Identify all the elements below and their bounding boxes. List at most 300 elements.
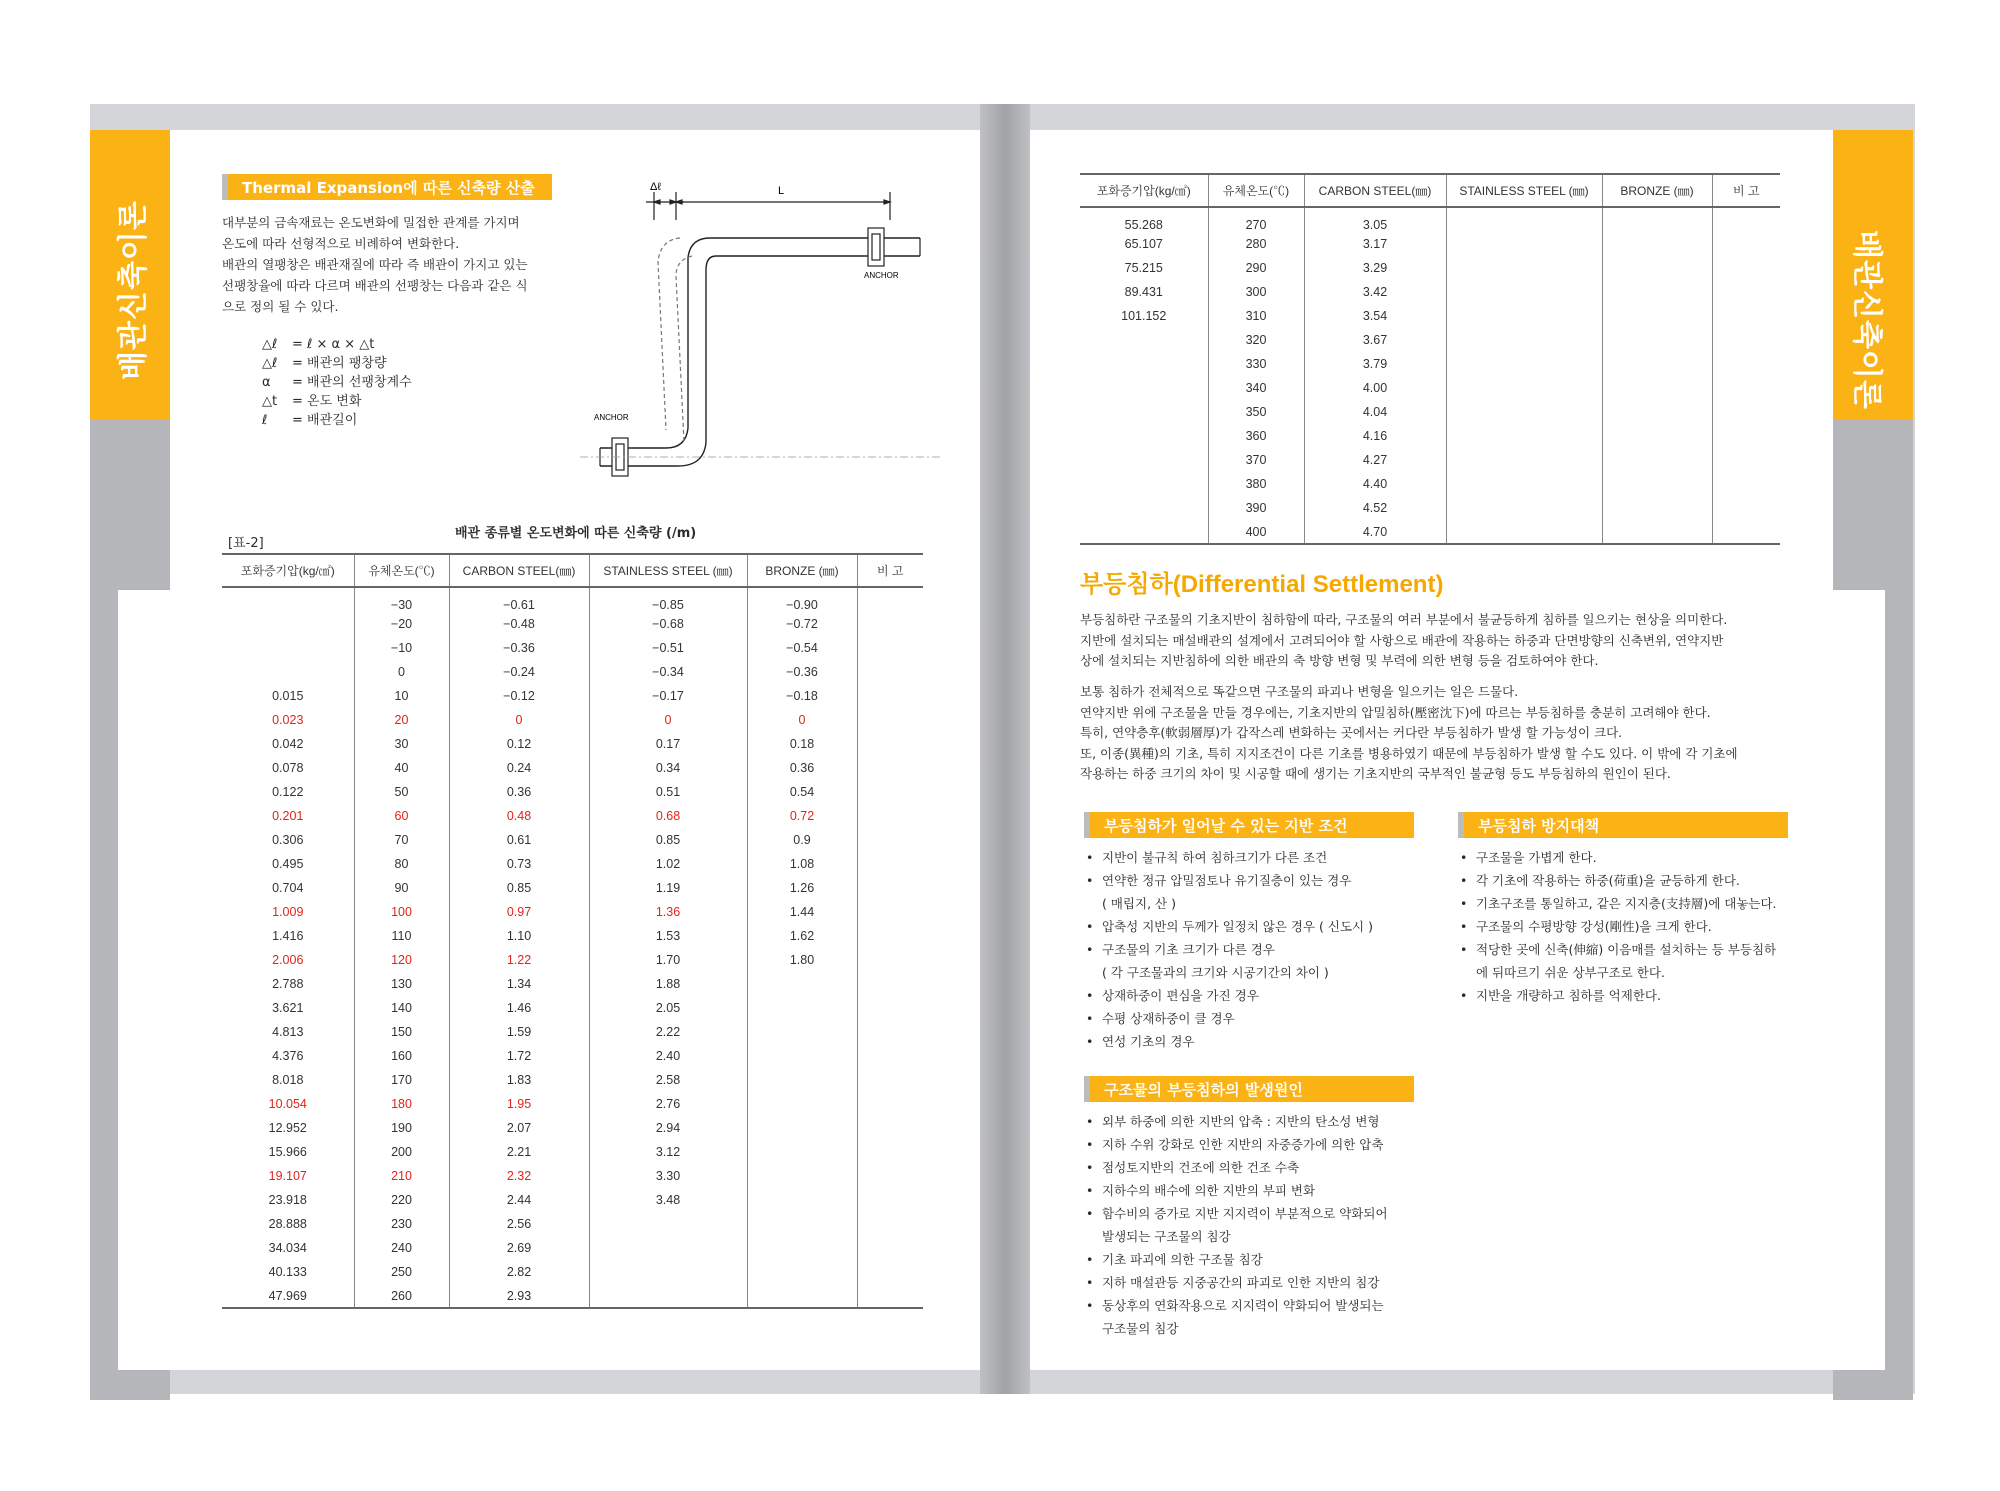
table-cell: [747, 1260, 857, 1284]
table-cell: 10: [354, 684, 449, 708]
table-cell: 2.05: [589, 996, 747, 1020]
table-cell: 101.152: [1121, 309, 1167, 323]
table-cell: −0.24: [449, 660, 589, 684]
table-cell: [1446, 376, 1602, 400]
table-cell: [1080, 520, 1208, 544]
table-cell: 0.36: [747, 756, 857, 780]
table-header: CARBON STEEL(㎜): [449, 554, 589, 587]
table-cell: 4.376: [272, 1049, 304, 1063]
table-cell: 0.015: [272, 689, 304, 703]
table-cell: [222, 660, 354, 684]
causes-title: 구조물의 부등침하의 발생원인: [1084, 1076, 1414, 1102]
table-cell: 1.19: [589, 876, 747, 900]
table-cell: 1.46: [449, 996, 589, 1020]
table-cell: [1080, 352, 1208, 376]
formula-block: [262, 335, 412, 430]
table-cell: −30: [354, 587, 449, 612]
table-row: [1080, 520, 1780, 544]
table-cell: 3.30: [589, 1164, 747, 1188]
delta-l-label: Δℓ: [650, 181, 661, 193]
table-cell: 1.36: [589, 900, 747, 924]
table-row: [222, 684, 923, 708]
table-cell: 150: [354, 1020, 449, 1044]
para-line: 특히, 연약층후(軟弱層厚)가 갑작스레 변화하는 곳에서는 커다란 부등침하가 발생 할 가능성이 크다.: [1080, 725, 1623, 740]
table-cell: 2.21: [449, 1140, 589, 1164]
intro-line: 온도에 따라 선형적으로 비례하여 변화한다.: [222, 236, 460, 251]
table-cell: [1712, 280, 1780, 304]
table-cell: [1712, 448, 1780, 472]
formula-symbol: △t: [262, 394, 278, 409]
table-cell: −0.48: [449, 612, 589, 636]
table-cell: [1080, 472, 1208, 496]
table-header: 비 고: [857, 554, 923, 587]
list-item: • 지하 수위 강화로 인한 지반의 자중증가에 의한 압축: [1084, 1133, 1424, 1156]
table-cell: −0.17: [589, 684, 747, 708]
table-cell: 120: [354, 948, 449, 972]
table-row: [222, 1140, 923, 1164]
table-row: [222, 876, 923, 900]
table-row: [222, 1020, 923, 1044]
table-cell: [222, 587, 354, 612]
table-cell: 2.07: [449, 1116, 589, 1140]
table-row: [1080, 496, 1780, 520]
list-item: • 연성 기초의 경우: [1084, 1030, 1424, 1053]
table-cell: 4.04: [1304, 400, 1446, 424]
table-cell: −0.18: [747, 684, 857, 708]
table-cell: [1446, 352, 1602, 376]
table-cell: [1602, 448, 1712, 472]
table-cell: 80: [354, 852, 449, 876]
table-cell: 250: [354, 1260, 449, 1284]
table-cell: 0.85: [589, 828, 747, 852]
list-item: • 각 기초에 작용하는 하중(荷重)을 균등하게 한다.: [1458, 869, 1798, 892]
table-cell: 2.93: [449, 1284, 589, 1308]
table-title: 배관 종류별 온도변화에 따른 신축량 (/m): [455, 526, 697, 541]
formula-text: = 온도 변화: [292, 394, 362, 409]
table-cell: 2.69: [449, 1236, 589, 1260]
table-cell: 110: [354, 924, 449, 948]
table-cell: 1.53: [589, 924, 747, 948]
table-cell: 0.24: [449, 756, 589, 780]
list-item: • 기초구조를 통일하고, 같은 지지층(支持層)에 대놓는다.: [1458, 892, 1798, 915]
table-cell: [1602, 232, 1712, 256]
table-cell: 28.888: [268, 1217, 307, 1231]
list-item: • 외부 하중에 의한 지반의 압축 : 지반의 탄소성 변형: [1084, 1110, 1424, 1133]
table-cell: [1712, 496, 1780, 520]
table-row: [222, 1212, 923, 1236]
table-cell: [747, 1116, 857, 1140]
table-cell: 3.67: [1304, 328, 1446, 352]
list-item: • 구조물의 기초 크기가 다른 경우 ( 각 구조물과의 크기와 시공기간의 차이 ): [1084, 938, 1424, 984]
expansion-table-right: [1080, 173, 1780, 545]
table-row: [1080, 207, 1780, 232]
table-row: [222, 612, 923, 636]
expansion-table-left: [222, 553, 923, 1309]
table-cell: [857, 1116, 923, 1140]
settlement-para-2: [1080, 682, 1800, 785]
table-cell: [857, 636, 923, 660]
anchor-label-bottom: ANCHOR: [594, 413, 629, 422]
formula-symbol: △ℓ: [262, 356, 278, 371]
table-cell: 130: [354, 972, 449, 996]
table-cell: 0.18: [747, 732, 857, 756]
table-cell: 0.306: [272, 833, 304, 847]
table-cell: 47.969: [222, 1284, 354, 1308]
table-row: [222, 996, 923, 1020]
table-cell: 12.952: [268, 1121, 307, 1135]
table-cell: [1602, 424, 1712, 448]
table-cell: [1080, 328, 1208, 352]
table-cell: 1.22: [449, 948, 589, 972]
table-cell: [1080, 400, 1208, 424]
intro-line: 대부분의 금속재료는 온도변화에 밀접한 관계를 가지며: [222, 215, 520, 230]
table-cell: [1446, 304, 1602, 328]
table-cell: −0.54: [747, 636, 857, 660]
table-row: [1080, 328, 1780, 352]
table-cell: 15.966: [268, 1145, 307, 1159]
table-cell: 140: [354, 996, 449, 1020]
table-cell: [857, 828, 923, 852]
pipe-expansion-diagram: [580, 180, 940, 480]
table-cell: 4.00: [1304, 376, 1446, 400]
table-row: [222, 636, 923, 660]
table-cell: 8.018: [272, 1073, 304, 1087]
table-cell: [1446, 328, 1602, 352]
list-item: • 구조물의 수평방향 강성(剛性)을 크게 한다.: [1458, 915, 1798, 938]
table-cell: [747, 1188, 857, 1212]
table-cell: 260: [354, 1284, 449, 1308]
table-cell: 0.201: [272, 809, 304, 823]
formula-text: = ℓ × α × △t: [292, 337, 375, 352]
table-cell: 290: [1208, 256, 1304, 280]
formula-text: = 배관의 선팽창계수: [292, 375, 412, 390]
table-cell: [857, 1284, 923, 1308]
table-cell: 4.70: [1304, 520, 1446, 544]
right-tab-gray-fill: [1833, 420, 1885, 590]
prevention-list: [1458, 846, 1798, 1007]
ground-conditions-list: [1084, 846, 1424, 1053]
table-cell: [1446, 232, 1602, 256]
table-row: [222, 732, 923, 756]
left-tab-gray-fill: [118, 420, 170, 590]
table-cell: [1712, 424, 1780, 448]
table-cell: 1.83: [449, 1068, 589, 1092]
table-cell: [1712, 207, 1780, 232]
table-row: [1080, 472, 1780, 496]
table-cell: [1712, 328, 1780, 352]
list-item: • 구조물을 가볍게 한다.: [1458, 846, 1798, 869]
right-side-title: 배관신축이론: [1849, 230, 1884, 410]
table-cell: 0.704: [272, 881, 304, 895]
table-cell: [857, 1044, 923, 1068]
table-cell: 89.431: [1124, 285, 1163, 299]
table-cell: [747, 1236, 857, 1260]
table-cell: 2.44: [449, 1188, 589, 1212]
table-label: [표-2]: [228, 536, 264, 551]
table-header: 비 고: [1712, 174, 1780, 207]
table-cell: [1080, 424, 1208, 448]
table-cell: [1712, 352, 1780, 376]
table-cell: 0: [747, 708, 857, 732]
table-cell: −0.85: [589, 587, 747, 612]
table-cell: 0.495: [272, 857, 304, 871]
table-cell: 1.26: [747, 876, 857, 900]
table-cell: 180: [354, 1092, 449, 1116]
list-item: • 지반이 불규칙 하여 침하크기가 다른 조건: [1084, 846, 1424, 869]
table-header: BRONZE (㎜): [747, 554, 857, 587]
table-cell: [857, 1164, 923, 1188]
left-tab-top: [90, 104, 170, 130]
table-cell: 0: [354, 660, 449, 684]
list-item: • 기초 파괴에 의한 구조물 침강: [1084, 1248, 1424, 1271]
table-cell: −0.72: [747, 612, 857, 636]
table-cell: 360: [1208, 424, 1304, 448]
table-cell: [857, 948, 923, 972]
table-cell: [1712, 472, 1780, 496]
table-cell: 1.80: [747, 948, 857, 972]
formula-symbol: △ℓ: [262, 337, 278, 352]
table-cell: [1712, 400, 1780, 424]
table-row: [1080, 304, 1780, 328]
table-header: CARBON STEEL(㎜): [1304, 174, 1446, 207]
table-cell: 3.42: [1304, 280, 1446, 304]
table-cell: −0.68: [589, 612, 747, 636]
table-row: [222, 756, 923, 780]
table-cell: 4.16: [1304, 424, 1446, 448]
table-cell: [1446, 424, 1602, 448]
thermal-section-title: Thermal Expansion에 따른 신축량 산출: [222, 174, 552, 200]
table-cell: 270: [1208, 207, 1304, 232]
table-cell: [1712, 256, 1780, 280]
prevention-title: 부등침하 방지대책: [1458, 812, 1788, 838]
table-header: STAINLESS STEEL (㎜): [589, 554, 747, 587]
table-cell: 210: [354, 1164, 449, 1188]
table-cell: [1602, 280, 1712, 304]
table-cell: [857, 708, 923, 732]
table-row: [222, 660, 923, 684]
table-cell: [1712, 232, 1780, 256]
table-cell: 320: [1208, 328, 1304, 352]
table-row: [222, 852, 923, 876]
table-cell: [747, 996, 857, 1020]
table-cell: −0.61: [449, 587, 589, 612]
table-cell: [747, 1212, 857, 1236]
table-cell: 40: [354, 756, 449, 780]
table-cell: [857, 900, 923, 924]
table-cell: [1446, 207, 1602, 232]
table-cell: 4.40: [1304, 472, 1446, 496]
table-cell: 100: [354, 900, 449, 924]
table-row: [222, 587, 923, 612]
table-cell: 1.95: [449, 1092, 589, 1116]
table-row: [222, 1044, 923, 1068]
table-cell: [747, 1092, 857, 1116]
table-cell: [747, 1044, 857, 1068]
table-cell: 90: [354, 876, 449, 900]
list-item: • 함수비의 증가로 지반 지지력이 부분적으로 약화되어 발생되는 구조물의 침강: [1084, 1202, 1424, 1248]
table-row: [222, 1116, 923, 1140]
table-cell: [747, 1068, 857, 1092]
table-cell: 170: [354, 1068, 449, 1092]
table-cell: 20: [354, 708, 449, 732]
table-row: [1080, 400, 1780, 424]
table-row: [222, 924, 923, 948]
table-cell: −10: [354, 636, 449, 660]
table-cell: 2.788: [272, 977, 304, 991]
table-cell: [1602, 256, 1712, 280]
table-cell: [1446, 520, 1602, 544]
table-cell: 0.48: [449, 804, 589, 828]
table-header: 포화증기압(kg/㎠): [1080, 174, 1208, 207]
table-cell: [857, 852, 923, 876]
table-cell: 19.107: [268, 1169, 307, 1183]
para-line: 또, 이종(異種)의 기초, 특히 지지조건이 다른 기초를 병용하였기 때문에 부등침하가 발생 할 수도 있다. 이 밖에 각 기초에: [1080, 745, 1738, 761]
list-item: • 점성토지반의 건조에 의한 건조 수축: [1084, 1156, 1424, 1179]
table-cell: [857, 684, 923, 708]
table-cell: 3.621: [272, 1001, 304, 1015]
table-cell: 0.122: [272, 785, 304, 799]
table-row: [222, 1284, 923, 1308]
table-cell: 1.009: [272, 905, 304, 919]
table-cell: 0: [449, 708, 589, 732]
table-cell: [589, 1212, 747, 1236]
table-cell: 0.042: [272, 737, 304, 751]
formula-text: = 배관의 팽창량: [292, 356, 387, 371]
table-row: [222, 804, 923, 828]
table-cell: [857, 780, 923, 804]
left-side-title: 배관신축이론: [116, 200, 151, 380]
table-cell: 390: [1208, 496, 1304, 520]
table-cell: 380: [1208, 472, 1304, 496]
table-cell: −0.12: [449, 684, 589, 708]
table-cell: 3.17: [1304, 232, 1446, 256]
table-cell: [1602, 328, 1712, 352]
table-cell: [857, 612, 923, 636]
table-cell: 0.9: [747, 828, 857, 852]
table-cell: 330: [1208, 352, 1304, 376]
ground-conditions-title: 부등침하가 일어날 수 있는 지반 조건: [1084, 812, 1414, 838]
table-cell: [747, 1140, 857, 1164]
table-cell: [1602, 304, 1712, 328]
length-label: L: [778, 185, 785, 197]
right-page-number: 05: [1835, 585, 1867, 616]
table-cell: 2.76: [589, 1092, 747, 1116]
table-cell: [1602, 376, 1712, 400]
table-cell: 0.34: [589, 756, 747, 780]
table-cell: 2.40: [589, 1044, 747, 1068]
right-tab-top: [1833, 104, 1913, 130]
table-cell: [1602, 207, 1712, 232]
table-cell: [857, 804, 923, 828]
table-row: [1080, 376, 1780, 400]
table-row: [1080, 232, 1780, 256]
table-row: [222, 1068, 923, 1092]
intro-line: 으로 정의 될 수 있다.: [222, 299, 339, 314]
table-cell: [857, 1092, 923, 1116]
table-cell: 2.94: [589, 1116, 747, 1140]
list-item: • 연약한 정규 압밀점토나 유기질층이 있는 경우 ( 매립지, 산 ): [1084, 869, 1424, 915]
table-cell: 200: [354, 1140, 449, 1164]
table-cell: [1712, 304, 1780, 328]
table-cell: [1080, 496, 1208, 520]
list-item: • 적당한 곳에 신축(伸縮) 이음매를 설치하는 등 부등침하 에 뒤따르기 쉬운 상부구조로 한다.: [1458, 938, 1798, 984]
table-cell: 10.054: [268, 1097, 307, 1111]
table-cell: 23.918: [268, 1193, 307, 1207]
table-header: 유체온도(℃): [354, 554, 449, 587]
table-cell: 350: [1208, 400, 1304, 424]
table-cell: [1446, 496, 1602, 520]
table-cell: 40.133: [268, 1265, 307, 1279]
table-header: 포화증기압(kg/㎠): [222, 554, 354, 587]
table-row: [222, 708, 923, 732]
table-cell: −0.90: [747, 587, 857, 612]
table-cell: 0.61: [449, 828, 589, 852]
table-row: [1080, 448, 1780, 472]
table-row: [222, 1092, 923, 1116]
causes-list: [1084, 1110, 1424, 1340]
table-cell: [589, 1284, 747, 1308]
table-cell: [589, 1236, 747, 1260]
table-cell: [857, 1068, 923, 1092]
table-row: [222, 780, 923, 804]
table-cell: [857, 660, 923, 684]
table-cell: 0.36: [449, 780, 589, 804]
table-cell: 70: [354, 828, 449, 852]
formula-symbol: ℓ: [262, 413, 268, 428]
table-cell: [1712, 376, 1780, 400]
table-cell: [857, 1236, 923, 1260]
table-cell: 190: [354, 1116, 449, 1140]
table-row: [222, 828, 923, 852]
table-cell: −0.34: [589, 660, 747, 684]
para-line: 연약지반 위에 구조물을 만들 경우에는, 기초지반의 압밀침하(壓密沈下)에 따르는 부등침하를 충분히 고려해야 한다.: [1080, 704, 1711, 720]
table-cell: 0.68: [589, 804, 747, 828]
anchor-label-top: ANCHOR: [864, 271, 899, 280]
table-cell: [1446, 400, 1602, 424]
table-cell: 1.02: [589, 852, 747, 876]
table-cell: [747, 1284, 857, 1308]
table-cell: 1.10: [449, 924, 589, 948]
table-cell: 1.416: [272, 929, 304, 943]
table-cell: [857, 1188, 923, 1212]
table-cell: 55.268: [1124, 218, 1163, 232]
table-row: [222, 900, 923, 924]
table-row: [222, 1236, 923, 1260]
table-cell: 65.107: [1124, 237, 1163, 251]
table-cell: 1.44: [747, 900, 857, 924]
list-item: • 지하 매설관등 지중공간의 파괴로 인한 지반의 침강: [1084, 1271, 1424, 1294]
list-item: • 지하수의 배수에 의한 지반의 부피 변화: [1084, 1179, 1424, 1202]
table-cell: [857, 876, 923, 900]
table-cell: 1.72: [449, 1044, 589, 1068]
table-cell: 0.73: [449, 852, 589, 876]
table-cell: [1602, 352, 1712, 376]
table-cell: [1602, 472, 1712, 496]
table-row: [222, 1260, 923, 1284]
table-cell: 2.56: [449, 1212, 589, 1236]
table-cell: 0.078: [272, 761, 304, 775]
table-cell: [222, 612, 354, 636]
table-cell: 2.22: [589, 1020, 747, 1044]
intro-line: 배관의 열팽창은 배관재질에 따라 즉 배관이 가지고 있는: [222, 257, 528, 272]
table-cell: [1446, 448, 1602, 472]
table-cell: 300: [1208, 280, 1304, 304]
left-page-number: 04: [128, 585, 160, 616]
intro-text: [222, 212, 582, 317]
table-cell: [857, 1140, 923, 1164]
table-row: [1080, 352, 1780, 376]
table-cell: [1080, 376, 1208, 400]
